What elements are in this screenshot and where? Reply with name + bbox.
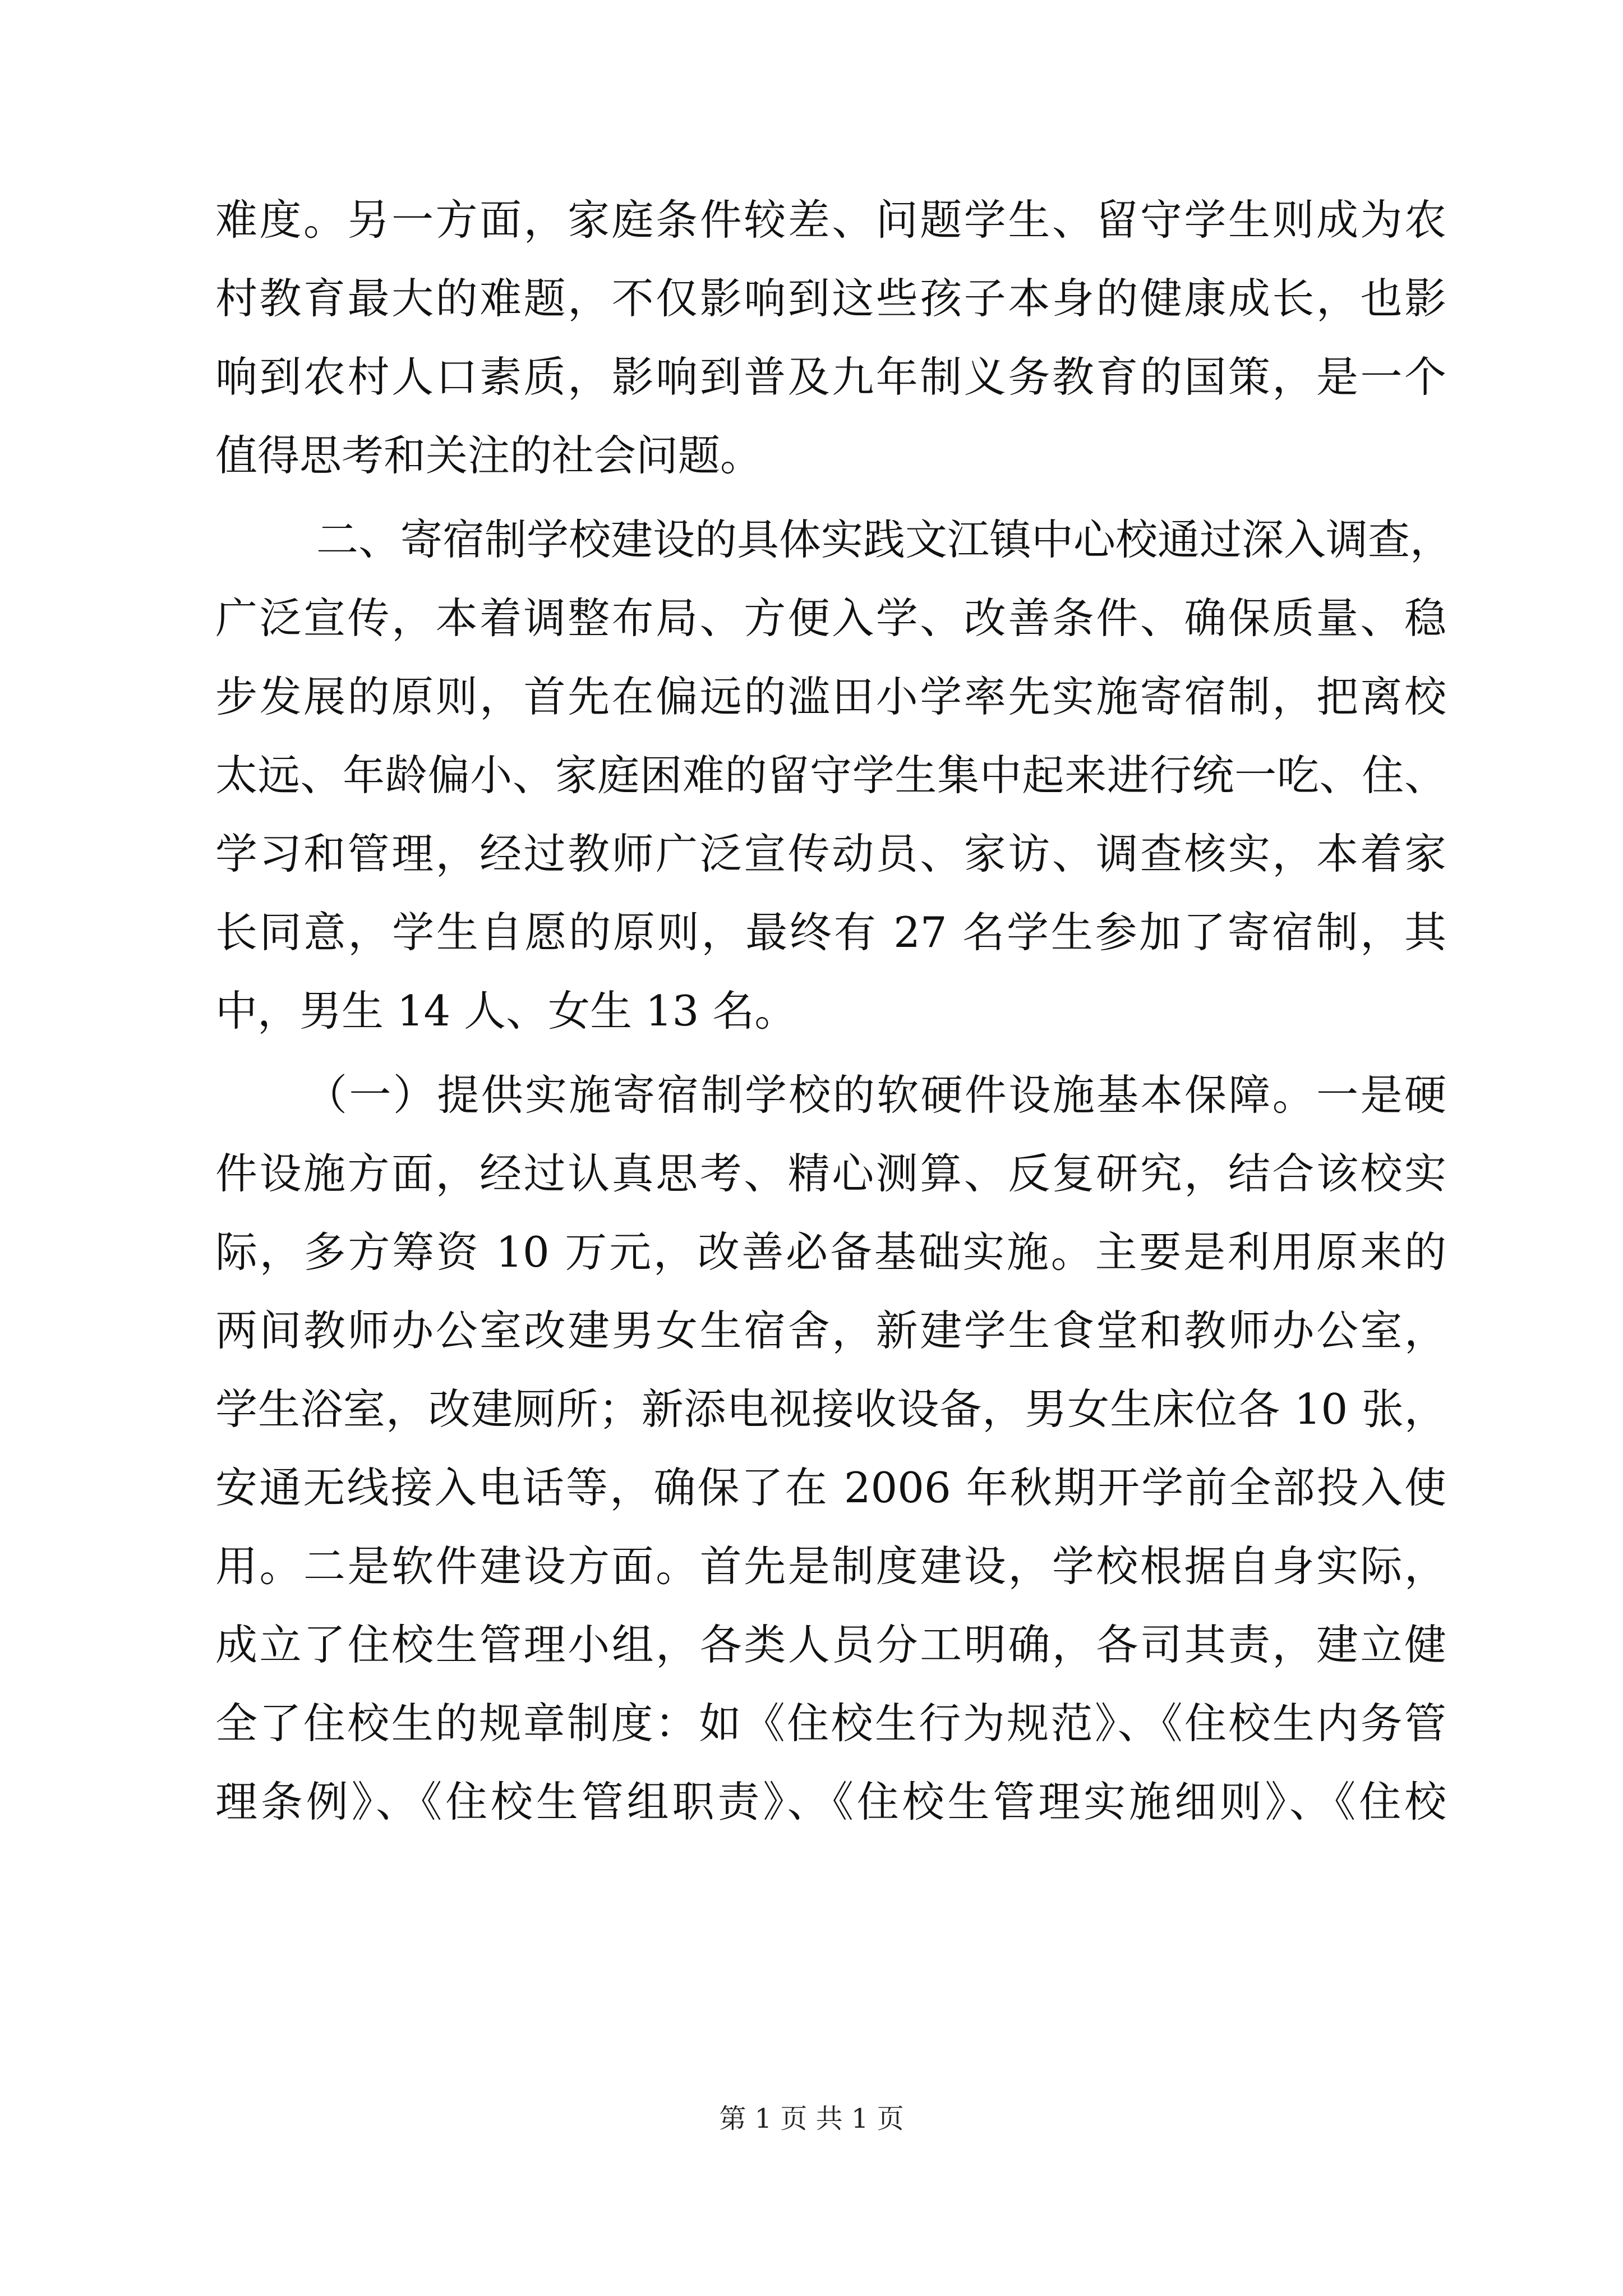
text-line: 际，多方筹资 10 万元，改善必备基础实施。主要是利用原来的	[215, 1227, 1446, 1277]
text-line: 全了住校生的规章制度：如《住校生行为规范》、《住校生内务管	[215, 1699, 1446, 1748]
text-line: 值得思考和关注的社会问题。	[215, 431, 763, 480]
text-line: （一）提供实施寄宿制学校的软硬件设施基本保障。一是硬	[305, 1070, 1446, 1120]
text-line: 步发展的原则，首先在偏远的滥田小学率先实施寄宿制，把离校	[215, 672, 1446, 721]
text-line: 理条例》、《住校生管组职责》、《住校生管理实施细则》、《住校	[215, 1777, 1446, 1826]
text-line: 太远、年龄偏小、家庭困难的留守学生集中起来进行统一吃、住、	[215, 751, 1446, 800]
text-line: 响到农村人口素质，影响到普及九年制义务教育的国策，是一个	[215, 352, 1446, 402]
text-line: 成立了住校生管理小组，各类人员分工明确，各司其责，建立健	[215, 1620, 1446, 1669]
page-number-label: 第 1 页 共 1 页	[719, 2103, 904, 2134]
text-line: 学习和管理，经过教师广泛宣传动员、家访、调查核实，本着家	[215, 829, 1446, 878]
text-line: 学生浴室，改建厕所；新添电视接收设备，男女生床位各 10 张，	[215, 1384, 1446, 1434]
text-line: 中，男生 14 人、女生 13 名。	[215, 986, 797, 1036]
text-line: 长同意，学生自愿的原则，最终有 27 名学生参加了寄宿制，其	[215, 908, 1446, 957]
text-line: 广泛宣传，本着调整布局、方便入学、改善条件、确保质量、稳	[215, 593, 1446, 643]
text-line: 安通无线接入电话等，确保了在 2006 年秋期开学前全部投入使	[215, 1463, 1446, 1512]
text-line: 二、寄宿制学校建设的具体实践文江镇中心校通过深入调查，	[316, 515, 1453, 564]
page-footer	[0, 2099, 1623, 2138]
text-line: 件设施方面，经过认真思考、精心测算、反复研究，结合该校实	[215, 1149, 1446, 1198]
text-line: 村教育最大的难题，不仅影响到这些孩子本身的健康成长，也影	[215, 274, 1446, 323]
text-line: 难度。另一方面，家庭条件较差、问题学生、留守学生则成为农	[215, 195, 1446, 245]
text-line: 两间教师办公室改建男女生宿舍，新建学生食堂和教师办公室，	[215, 1306, 1446, 1355]
text-line: 用。二是软件建设方面。首先是制度建设，学校根据自身实际，	[215, 1542, 1446, 1591]
